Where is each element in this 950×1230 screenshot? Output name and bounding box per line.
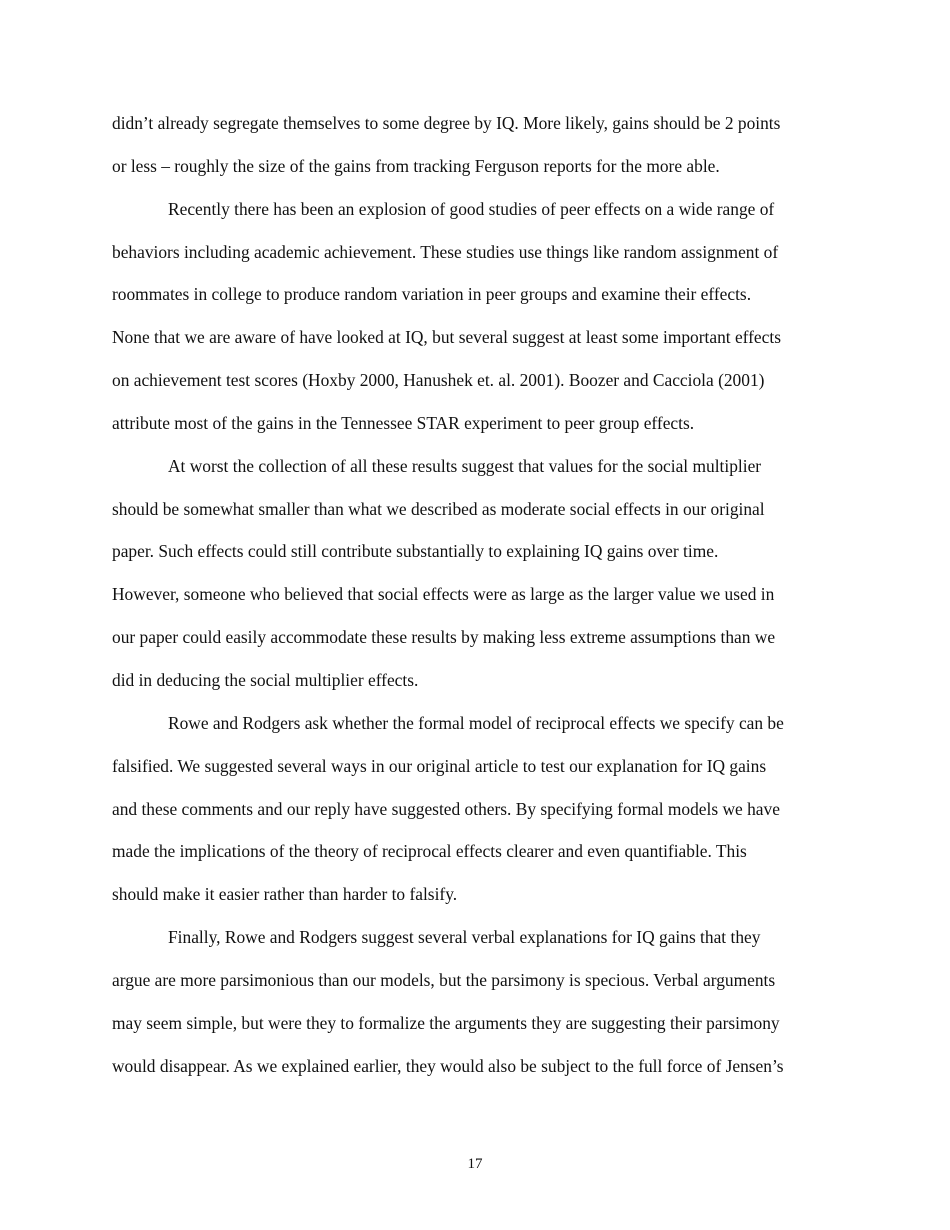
text-line: or less – roughly the size of the gains from tracking Ferguson reports for the more able. [112, 155, 720, 176]
text-line: and these comments and our reply have suggested others. By specifying formal models we have [112, 798, 780, 819]
text-line: attribute most of the gains in the Tennessee STAR experiment to peer group effects. [112, 412, 695, 433]
text-line: argue are more parsimonious than our models, but the parsimony is specious. Verbal arguments [112, 969, 776, 990]
text-line: paper. Such effects could still contribute substantially to explaining IQ gains over time. [112, 541, 719, 562]
text-line: should make it easier rather than harder to falsify. [112, 884, 458, 905]
text-line: should be somewhat smaller than what we described as moderate social effects in our original [112, 498, 765, 519]
text-line: made the implications of the theory of reciprocal effects clearer and even quantifiable. This [112, 841, 747, 862]
text-line: may seem simple, but were they to formalize the arguments they are suggesting their parsimony [112, 1012, 780, 1033]
text-line: behaviors including academic achievement. These studies use things like random assignment of [112, 241, 779, 262]
text-line: However, someone who believed that social effects were as large as the larger value we used in [112, 584, 775, 605]
paragraph-continuation [112, 102, 842, 188]
text-line: falsified. We suggested several ways in our original article to test our explanation for IQ gains [112, 755, 767, 776]
paragraph-social-multiplier [112, 445, 842, 702]
text-line: didn’t already segregate themselves to some degree by IQ. More likely, gains should be 2 points [112, 113, 781, 133]
text-line: Finally, Rowe and Rodgers suggest several verbal explanations for IQ gains that they [168, 927, 761, 948]
text-line: would disappear. As we explained earlier, they would also be subject to the full force of Jensen’s [112, 1055, 784, 1076]
text-line: Recently there has been an explosion of good studies of peer effects on a wide range of [168, 198, 775, 219]
paragraph-falsification [112, 702, 842, 916]
paragraph-peer-effects [112, 188, 842, 445]
text-line: At worst the collection of all these results suggest that values for the social multiplier [168, 455, 762, 476]
text-line: our paper could easily accommodate these results by making less extreme assumptions than we [112, 627, 776, 648]
paragraph-parsimony [112, 916, 842, 1087]
page-number: 17 [467, 1156, 483, 1172]
text-line: Rowe and Rodgers ask whether the formal model of reciprocal effects we specify can be [168, 712, 784, 733]
body-text [112, 102, 842, 1087]
text-line: on achievement test scores (Hoxby 2000, Hanushek et. al. 2001). Boozer and Cacciola (2001) [112, 370, 765, 391]
text-line: roommates in college to produce random variation in peer groups and examine their effects. [112, 284, 752, 305]
text-line: did in deducing the social multiplier effects. [112, 669, 419, 690]
text-line: None that we are aware of have looked at IQ, but several suggest at least some important effects [112, 327, 781, 348]
